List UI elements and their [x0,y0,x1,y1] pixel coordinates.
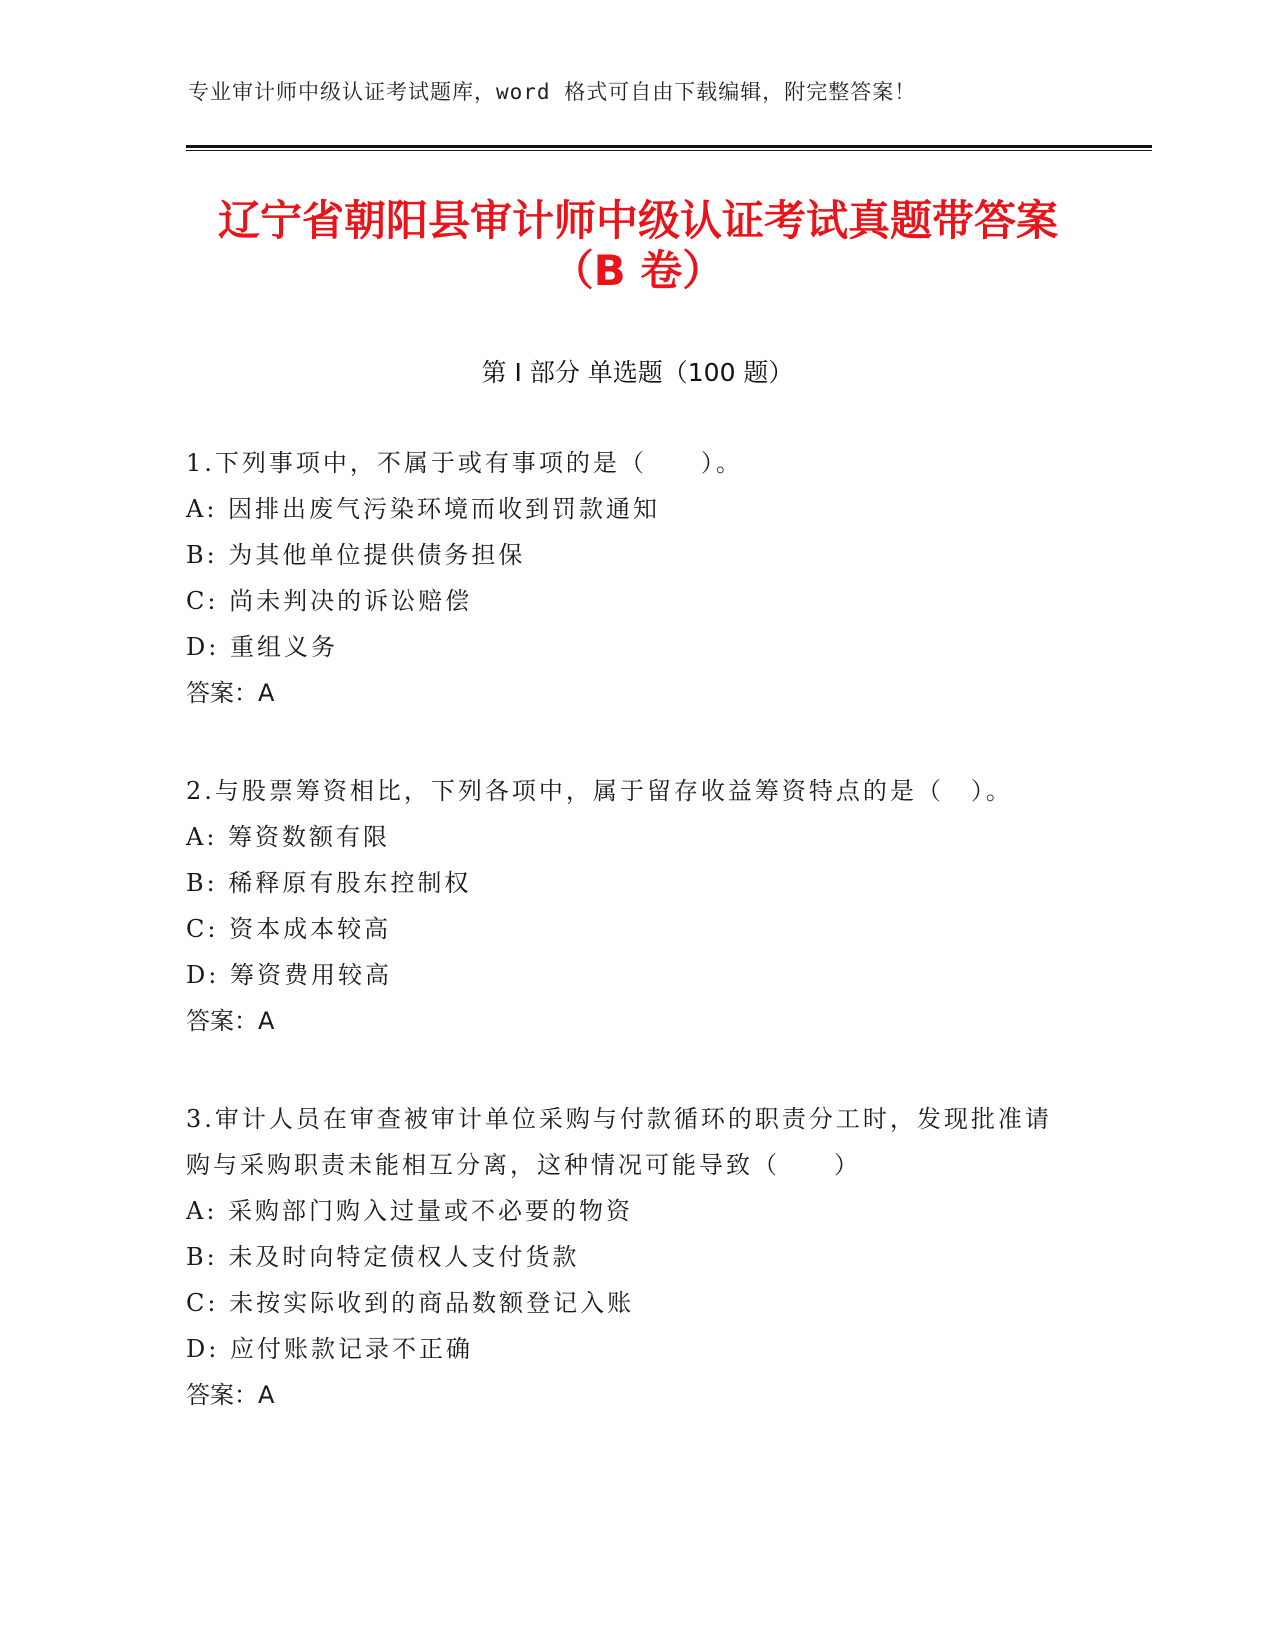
question-stem: 1.下列事项中，不属于或有事项的是（ ）。 [186,449,743,477]
option-d: D: 筹资费用较高 [186,961,392,989]
option-c: C: 资本成本较高 [186,915,392,943]
section-title: 第 I 部分 单选题（100 题） [481,358,794,387]
option-d: D: 应付账款记录不正确 [186,1335,473,1363]
option-d: D: 重组义务 [186,633,338,661]
option-a: A: 因排出废气污染环境而收到罚款通知 [186,495,661,523]
option-b: B: 稀释原有股东控制权 [186,869,472,897]
option-c: C: 未按实际收到的商品数额登记入账 [186,1289,635,1317]
option-b: B: 未及时向特定债权人支付货款 [186,1243,580,1271]
option-b: B: 为其他单位提供债务担保 [186,541,526,569]
answer: 答案：A [186,1381,275,1409]
header-note: 专业审计师中级认证考试题库，word 格式可自由下载编辑，附完整答案！ [188,80,917,104]
answer: 答案：A [186,679,275,707]
question-stem: 2.与股票筹资相比，下列各项中，属于留存收益筹资特点的是（ ）。 [186,777,1013,805]
question-list [186,440,1066,1470]
option-a: A: 筹资数额有限 [186,823,391,851]
header-divider-thick [186,145,1152,148]
option-a: A: 采购部门购入过量或不必要的物资 [186,1197,634,1225]
question-1 [186,440,1066,716]
question-stem: 3.审计人员在审查被审计单位采购与付款循环的职责分工时，发现批准请购与采购职责未能相互分离，这种情况可能导致（ ） [186,1105,1052,1179]
question-2 [186,768,1066,1044]
answer: 答案：A [186,1007,275,1035]
header-divider-thin [186,150,1152,151]
option-c: C: 尚未判决的诉讼赔偿 [186,587,473,615]
question-3 [186,1096,1066,1418]
document-title: 辽宁省朝阳县审计师中级认证考试真题带答案（B 卷） [217,196,1058,295]
